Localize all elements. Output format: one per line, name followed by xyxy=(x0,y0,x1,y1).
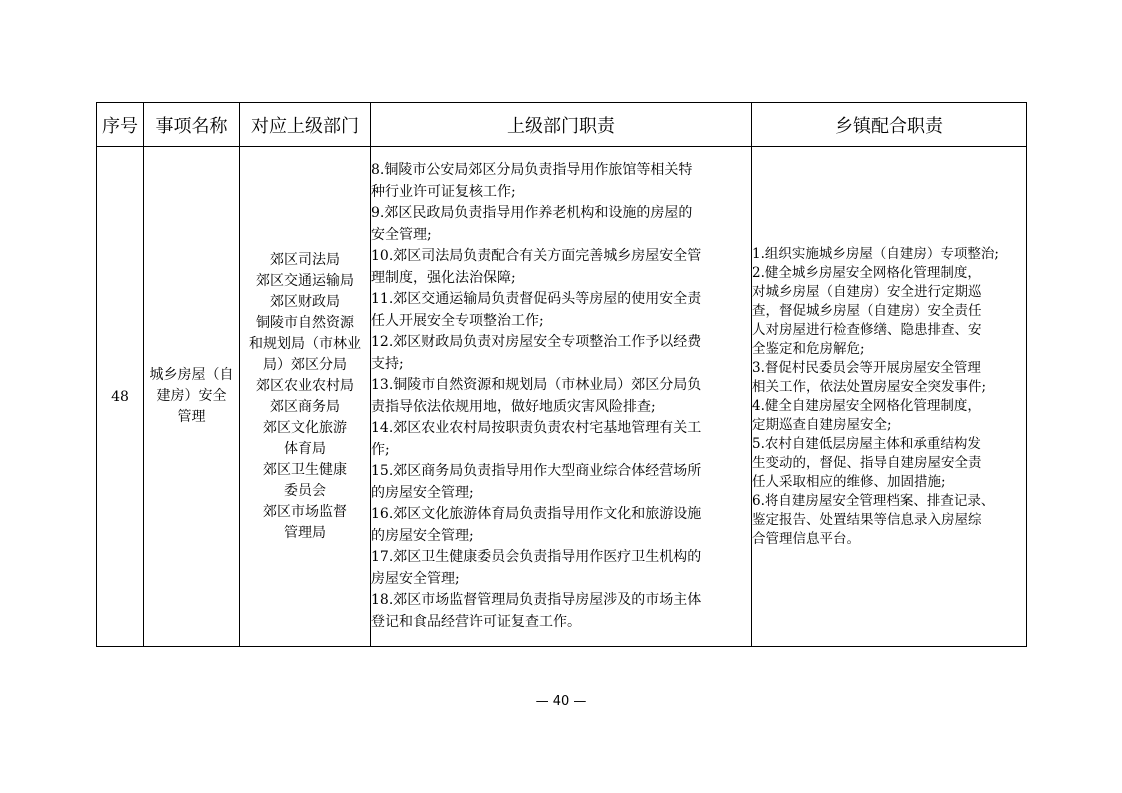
town-duty-line: 6.将自建房屋安全管理档案、排查记录、 xyxy=(752,492,995,509)
dept-line: 郊区农业农村局 xyxy=(256,377,354,394)
dept-line: 郊区文化旅游 xyxy=(263,419,347,436)
dept-line: 郊区财政局 xyxy=(270,293,340,310)
duty-line: 10.郊区司法局负责配合有关方面完善城乡房屋安全管 xyxy=(371,248,702,264)
table-row xyxy=(97,147,1027,647)
dept-line: 郊区市场监督 xyxy=(263,503,347,520)
header-superior-duties: 上级部门职责 xyxy=(371,103,752,147)
superior-duties-cell xyxy=(371,147,752,647)
duty-line: 16.郊区文化旅游体育局负责指导用作文化和旅游设施 xyxy=(371,506,702,522)
duty-line: 理制度，强化法治保障; xyxy=(371,269,516,286)
dept-line: 体育局 xyxy=(284,440,326,457)
duty-line: 14.郊区农业农村局按职责负责农村宅基地管理有关工 xyxy=(371,420,702,436)
item-name-line: 城乡房屋（自 xyxy=(149,367,234,383)
duty-line: 8.铜陵市公安局郊区分局负责指导用作旅馆等相关特 xyxy=(371,162,693,178)
dept-line: 铜陵市自然资源 xyxy=(256,314,354,331)
town-duty-line: 鉴定报告、处置结果等信息录入房屋综 xyxy=(752,511,982,528)
town-duty-line: 4.健全自建房屋安全网格化管理制度， xyxy=(752,397,981,414)
town-duties-cell xyxy=(752,147,1027,647)
header-row xyxy=(97,103,1027,147)
town-duty-line: 对城乡房屋（自建房）安全进行定期巡 xyxy=(752,283,982,300)
duty-line: 责指导依法依规用地，做好地质灾害风险排查; xyxy=(371,398,656,415)
page-number: — 40 — xyxy=(535,694,587,709)
dept-line: 委员会 xyxy=(284,482,326,499)
dept-line: 郊区司法局 xyxy=(270,251,340,268)
town-duty-line: 生变动的，督促、指导自建房屋安全责 xyxy=(752,454,982,471)
dept-line: 郊区交通运输局 xyxy=(256,272,354,289)
item-name-cell xyxy=(144,147,240,647)
duty-line: 种行业许可证复核工作; xyxy=(371,183,516,200)
dept-line: 郊区商务局 xyxy=(270,398,340,415)
town-duty-line: 查，督促城乡房屋（自建房）安全责任 xyxy=(752,302,982,319)
town-duty-line: 定期巡查自建房屋安全; xyxy=(752,416,892,433)
header-town-duties: 乡镇配合职责 xyxy=(752,103,1027,147)
town-duty-line: 1.组织实施城乡房屋（自建房）专项整治; xyxy=(752,245,999,262)
town-duty-line: 合管理信息平台。 xyxy=(752,530,860,547)
town-duty-line: 任人采取相应的维修、加固措施; xyxy=(752,473,946,490)
town-duty-line: 全鉴定和危房解危; xyxy=(752,340,865,357)
town-duty-line: 相关工作，依法处置房屋安全突发事件; xyxy=(752,378,987,395)
town-duty-line: 5.农村自建低层房屋主体和承重结构发 xyxy=(752,435,981,452)
header-serial-no: 序号 xyxy=(97,103,144,147)
duty-line: 11.郊区交通运输局负责督促码头等房屋的使用安全责 xyxy=(371,291,702,307)
duty-line: 15.郊区商务局负责指导用作大型商业综合体经营场所 xyxy=(371,463,702,479)
item-name-line: 管理 xyxy=(177,409,206,425)
duty-line: 安全管理; xyxy=(371,226,432,243)
town-duty-line: 人对房屋进行检查修缮、隐患排查、安 xyxy=(752,321,982,338)
duty-line: 13.铜陵市自然资源和规划局（市林业局）郊区分局负 xyxy=(371,377,702,393)
duty-line: 9.郊区民政局负责指导用作养老机构和设施的房屋的 xyxy=(371,205,693,221)
item-name-line: 建房）安全 xyxy=(156,388,227,404)
duty-line: 登记和食品经营许可证复查工作。 xyxy=(371,613,581,630)
duty-line: 的房屋安全管理; xyxy=(371,527,474,544)
dept-line: 和规划局（市林业 xyxy=(249,335,361,352)
duty-line: 18.郊区市场监督管理局负责指导房屋涉及的市场主体 xyxy=(371,592,702,608)
header-superior-dept: 对应上级部门 xyxy=(240,103,371,147)
duty-line: 作; xyxy=(371,441,390,458)
duty-line: 17.郊区卫生健康委员会负责指导用作医疗卫生机构的 xyxy=(371,549,702,565)
dept-line: 郊区卫生健康 xyxy=(263,461,347,478)
duty-line: 的房屋安全管理; xyxy=(371,484,474,501)
dept-line: 管理局 xyxy=(284,524,326,541)
duty-line: 房屋安全管理; xyxy=(371,570,460,587)
town-duty-line: 2.健全城乡房屋安全网格化管理制度， xyxy=(752,264,981,281)
dept-line: 局）郊区分局 xyxy=(263,356,347,373)
duties-table xyxy=(96,102,1027,647)
town-duty-line: 3.督促村民委员会等开展房屋安全管理 xyxy=(752,359,981,376)
dept-cell xyxy=(240,147,371,647)
header-item-name: 事项名称 xyxy=(144,103,240,147)
duty-line: 支持; xyxy=(371,355,404,372)
duty-line: 任人开展安全专项整治工作; xyxy=(371,312,544,329)
duty-line: 12.郊区财政局负责对房屋安全专项整治工作予以经费 xyxy=(371,334,702,350)
serial-number: 48 xyxy=(97,147,144,647)
